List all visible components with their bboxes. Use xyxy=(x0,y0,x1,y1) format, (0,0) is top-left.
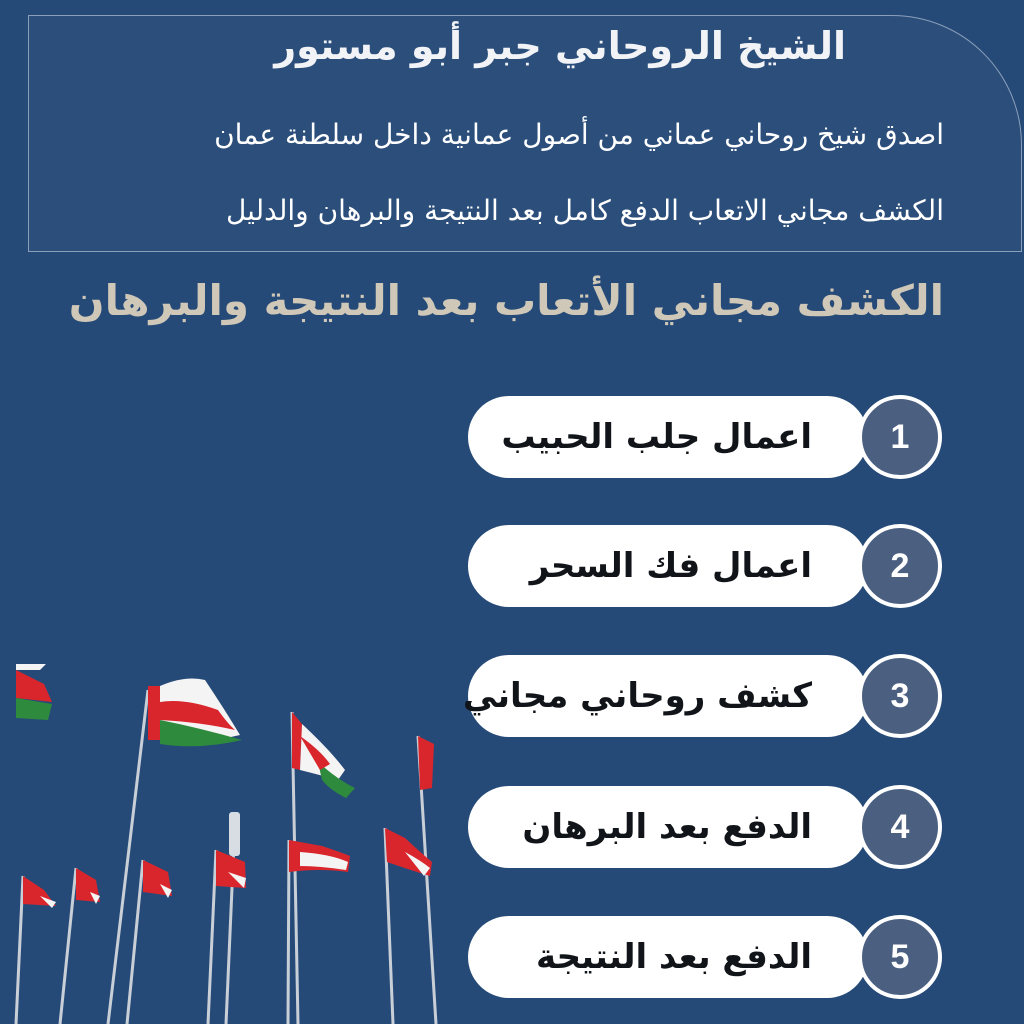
badge-number: 1 xyxy=(890,417,910,456)
service-label: الدفع بعد البرهان xyxy=(522,807,812,847)
omani-flags-image xyxy=(0,640,470,1024)
number-badge xyxy=(858,654,942,738)
number-badge xyxy=(858,915,942,999)
flag-large xyxy=(148,678,242,746)
badge-number: 3 xyxy=(890,676,910,715)
header-line-2: الكشف مجاني الاتعاب الدفع كامل بعد النتيجة والبرهان والدليل xyxy=(225,194,944,227)
subtitle: الكشف مجاني الأتعاب بعد النتيجة والبرهان xyxy=(68,276,944,325)
flag-row xyxy=(23,828,432,908)
service-label: كشف روحاني مجاني xyxy=(462,676,812,716)
service-label: اعمال جلب الحبيب xyxy=(501,417,812,457)
badge-number: 5 xyxy=(890,937,910,976)
service-item-3 xyxy=(462,655,946,737)
flag-mid-right xyxy=(292,712,355,798)
header-line-1: اصدق شيخ روحاني عماني من أصول عمانية داخل سلطنة عمان xyxy=(214,118,944,151)
service-pill xyxy=(468,786,868,868)
number-badge xyxy=(858,785,942,869)
page-title: الشيخ الروحاني جبر أبو مستور xyxy=(274,24,846,68)
service-item-5 xyxy=(468,916,946,998)
service-item-2 xyxy=(468,525,946,607)
service-pill xyxy=(468,396,868,478)
service-label: اعمال فك السحر xyxy=(529,546,812,586)
flag-far-right xyxy=(418,736,434,790)
service-pill xyxy=(468,916,868,998)
service-item-4 xyxy=(468,786,946,868)
service-label: الدفع بعد النتيجة xyxy=(535,937,812,977)
badge-number: 4 xyxy=(890,807,910,846)
service-pill xyxy=(468,525,868,607)
flag-corner xyxy=(16,664,52,720)
number-badge xyxy=(858,395,942,479)
number-badge xyxy=(858,524,942,608)
badge-number: 2 xyxy=(890,546,910,585)
service-pill xyxy=(462,655,868,737)
service-item-1 xyxy=(468,396,946,478)
